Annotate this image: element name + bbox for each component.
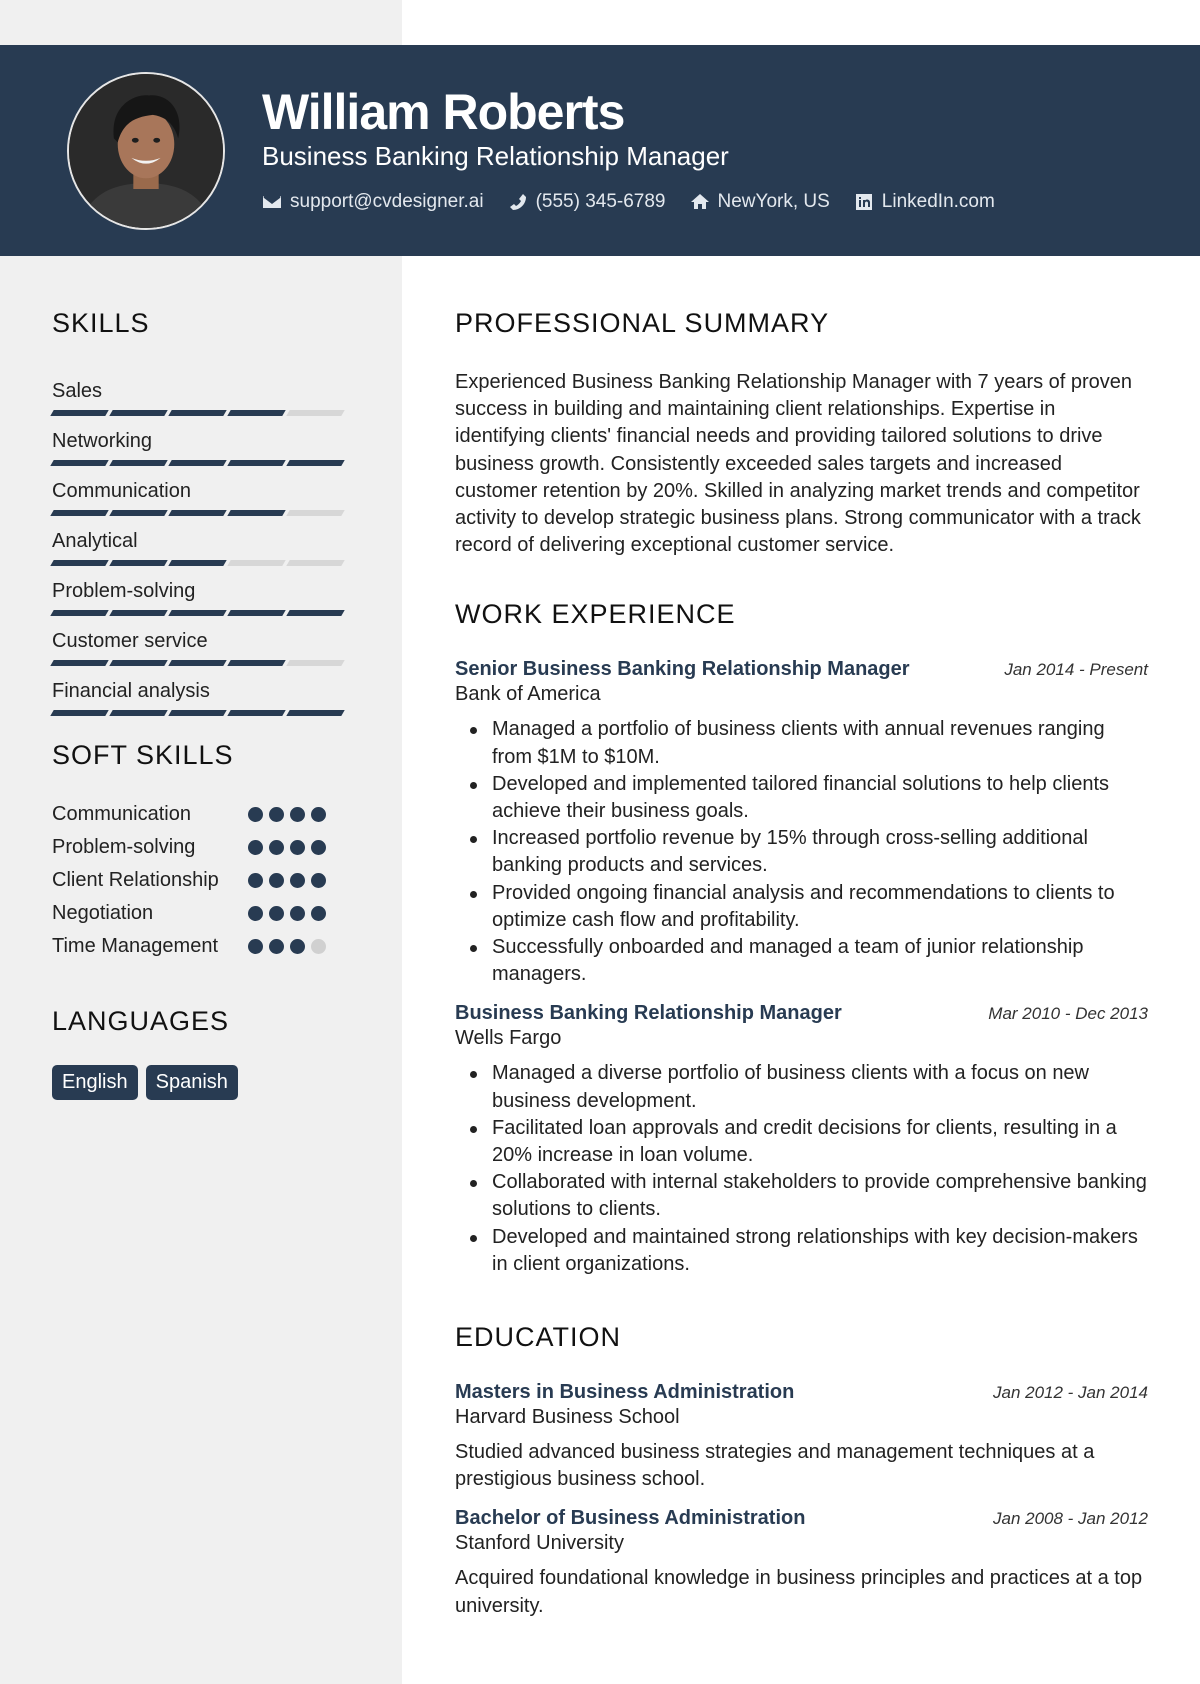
rating-dot bbox=[311, 807, 326, 822]
skill-item bbox=[52, 627, 352, 677]
skills-list bbox=[52, 377, 352, 727]
bullet-item: Developed and implemented tailored financial solutions to help clients achieve their business goals. bbox=[455, 771, 1148, 825]
skill-level-segment bbox=[227, 710, 285, 716]
soft-skill-item bbox=[52, 801, 352, 828]
education-school: Stanford University bbox=[455, 1532, 624, 1555]
soft-skill-item bbox=[52, 900, 352, 927]
skill-name: Networking bbox=[52, 430, 153, 452]
skill-level-segment bbox=[168, 660, 226, 666]
skill-item bbox=[52, 477, 352, 527]
skill-level-segment bbox=[168, 510, 226, 516]
skill-level-segment bbox=[50, 560, 108, 566]
rating-dot bbox=[311, 873, 326, 888]
contact-email-text: support@cvdesigner.ai bbox=[290, 191, 484, 212]
skill-level-segment bbox=[227, 560, 285, 566]
job-entry-title: Senior Business Banking Relationship Manager bbox=[455, 658, 910, 681]
skill-level-bar bbox=[52, 610, 352, 616]
right-column bbox=[455, 308, 1148, 1620]
contact-location-text: NewYork, US bbox=[717, 191, 830, 212]
candidate-name: William Roberts bbox=[262, 84, 625, 140]
rating-dot bbox=[248, 873, 263, 888]
skill-level-segment bbox=[286, 460, 344, 466]
skill-level-segment bbox=[50, 710, 108, 716]
education-dates: Jan 2008 - Jan 2012 bbox=[992, 1509, 1148, 1529]
bullet-item: Managed a diverse portfolio of business clients with a focus on new business development. bbox=[455, 1060, 1148, 1114]
rating-dot bbox=[269, 873, 284, 888]
skill-level-segment bbox=[50, 410, 108, 416]
skill-level-segment bbox=[286, 560, 344, 566]
skill-level-segment bbox=[168, 610, 226, 616]
skill-level-segment bbox=[109, 710, 167, 716]
rating-dot bbox=[290, 939, 305, 954]
skill-level-segment bbox=[168, 710, 226, 716]
education-entry bbox=[455, 1381, 1148, 1493]
skill-level-segment bbox=[109, 460, 167, 466]
soft-skill-item bbox=[52, 933, 352, 960]
soft-skills-list bbox=[52, 801, 352, 960]
contact-phone-text: (555) 345-6789 bbox=[535, 191, 666, 212]
skill-level-segment bbox=[227, 510, 285, 516]
avatar bbox=[67, 72, 225, 230]
language-badge: English bbox=[52, 1065, 138, 1100]
bullet-item: Increased portfolio revenue by 15% through cross-selling additional banking products and services. bbox=[455, 825, 1148, 879]
summary-text: Experienced Business Banking Relationship Manager with 7 years of proven success in building and maintaining client relationships. Expertise in identifying clients' financial needs and providing tailored solutions to drive business growth. Consistently exceeded sales targets and increased customer retention by 20%. Skilled in analyzing market trends and competitor activity to develop strategic business plans. Strong communicator with a track record of delivering exceptional customer service. bbox=[455, 371, 1141, 557]
rating-dot bbox=[248, 906, 263, 921]
skill-level-bar bbox=[52, 410, 352, 416]
skill-level-segment bbox=[168, 560, 226, 566]
soft-skill-name: Problem-solving bbox=[52, 836, 196, 858]
skill-level-segment bbox=[227, 460, 285, 466]
education-degree: Bachelor of Business Administration bbox=[455, 1507, 806, 1530]
rating-dot bbox=[269, 807, 284, 822]
rating-dot bbox=[290, 840, 305, 855]
rating-dot bbox=[248, 939, 263, 954]
bullet-item: Developed and maintained strong relationships with key decision-makers in client organizations. bbox=[455, 1224, 1148, 1278]
education-dates: Jan 2012 - Jan 2014 bbox=[992, 1383, 1148, 1403]
language-badge: Spanish bbox=[146, 1065, 238, 1100]
rating-dot bbox=[311, 939, 326, 954]
contact-linkedin[interactable] bbox=[854, 191, 995, 213]
rating-dot bbox=[248, 840, 263, 855]
skill-name: Sales bbox=[52, 380, 103, 402]
linkedin-icon bbox=[854, 192, 874, 212]
skill-item bbox=[52, 577, 352, 627]
skill-name: Problem-solving bbox=[52, 580, 196, 602]
rating-dot bbox=[290, 906, 305, 921]
rating-dot bbox=[269, 840, 284, 855]
job-entry-company: Wells Fargo bbox=[455, 1027, 562, 1050]
skill-level-segment bbox=[227, 660, 285, 666]
soft-skills-heading: SOFT SKILLS bbox=[52, 740, 234, 770]
skill-item bbox=[52, 677, 352, 727]
education-heading: EDUCATION bbox=[455, 1322, 622, 1353]
job-entry-bullets bbox=[455, 716, 1148, 988]
skill-level-segment bbox=[227, 410, 285, 416]
skill-level-segment bbox=[109, 660, 167, 666]
rating-dot bbox=[269, 939, 284, 954]
rating-dot bbox=[290, 807, 305, 822]
skill-level-segment bbox=[286, 710, 344, 716]
skill-level-segment bbox=[168, 410, 226, 416]
contact-location bbox=[690, 191, 830, 213]
education-entry bbox=[455, 1507, 1148, 1619]
summary-heading: PROFESSIONAL SUMMARY bbox=[455, 308, 830, 338]
skill-level-bar bbox=[52, 510, 352, 516]
education-description: Acquired foundational knowledge in business principles and practices at a top university. bbox=[455, 1567, 1143, 1617]
bullet-item: Managed a portfolio of business clients with annual revenues ranging from $1M to $10M. bbox=[455, 716, 1148, 770]
contact-phone[interactable] bbox=[508, 191, 666, 213]
education-description: Studied advanced business strategies and management techniques at a prestigious business school. bbox=[455, 1441, 1095, 1491]
envelope-icon bbox=[262, 192, 282, 212]
phone-icon bbox=[508, 192, 528, 212]
contact-list bbox=[262, 191, 995, 213]
skill-level-segment bbox=[286, 660, 344, 666]
skill-name: Customer service bbox=[52, 630, 208, 652]
left-column bbox=[52, 308, 352, 1100]
job-entry-company: Bank of America bbox=[455, 683, 601, 706]
soft-skill-rating bbox=[248, 900, 326, 927]
home-icon bbox=[690, 192, 710, 212]
skill-name: Financial analysis bbox=[52, 680, 210, 702]
education-degree: Masters in Business Administration bbox=[455, 1381, 795, 1404]
soft-skill-rating bbox=[248, 801, 326, 828]
skill-item bbox=[52, 377, 352, 427]
skill-level-segment bbox=[50, 510, 108, 516]
skill-level-segment bbox=[109, 510, 167, 516]
contact-linkedin-text: LinkedIn.com bbox=[881, 191, 995, 212]
soft-skill-name: Negotiation bbox=[52, 902, 154, 924]
job-entry bbox=[455, 658, 1148, 988]
skill-level-segment bbox=[109, 610, 167, 616]
rating-dot bbox=[290, 873, 305, 888]
soft-skill-rating bbox=[248, 867, 326, 894]
skill-item bbox=[52, 427, 352, 477]
job-entry-title: Business Banking Relationship Manager bbox=[455, 1002, 842, 1025]
job-entry-dates: Jan 2014 - Present bbox=[1004, 660, 1148, 680]
skill-name: Analytical bbox=[52, 530, 138, 552]
soft-skill-name: Time Management bbox=[52, 935, 218, 957]
languages-heading: LANGUAGES bbox=[52, 1006, 230, 1036]
skill-level-bar bbox=[52, 660, 352, 666]
skills-heading: SKILLS bbox=[52, 308, 150, 338]
skill-name: Communication bbox=[52, 480, 191, 502]
soft-skill-rating bbox=[248, 834, 326, 861]
languages-list bbox=[52, 1065, 352, 1100]
rating-dot bbox=[269, 906, 284, 921]
job-title: Business Banking Relationship Manager bbox=[262, 141, 729, 171]
soft-skill-item bbox=[52, 834, 352, 861]
job-entry bbox=[455, 1002, 1148, 1278]
bullet-item: Facilitated loan approvals and credit decisions for clients, resulting in a 20% increase in loan volume. bbox=[455, 1115, 1148, 1169]
rating-dot bbox=[311, 906, 326, 921]
skill-level-bar bbox=[52, 710, 352, 716]
skill-level-segment bbox=[50, 460, 108, 466]
skill-level-segment bbox=[50, 610, 108, 616]
skill-level-segment bbox=[109, 560, 167, 566]
soft-skill-name: Client Relationship bbox=[52, 869, 219, 891]
skill-level-segment bbox=[286, 510, 344, 516]
bullet-item: Provided ongoing financial analysis and recommendations to clients to optimize cash flow and profitability. bbox=[455, 880, 1148, 934]
skill-level-segment bbox=[227, 610, 285, 616]
job-entry-bullets bbox=[455, 1060, 1148, 1278]
rating-dot bbox=[311, 840, 326, 855]
soft-skill-rating bbox=[248, 933, 326, 960]
skill-level-segment bbox=[168, 460, 226, 466]
experience-heading: WORK EXPERIENCE bbox=[455, 599, 736, 630]
resume-header bbox=[0, 45, 1200, 256]
bullet-item: Successfully onboarded and managed a team of junior relationship managers. bbox=[455, 934, 1148, 988]
skill-level-segment bbox=[286, 410, 344, 416]
skill-level-segment bbox=[109, 410, 167, 416]
contact-email[interactable] bbox=[262, 191, 484, 213]
rating-dot bbox=[248, 807, 263, 822]
skill-item bbox=[52, 527, 352, 577]
education-school: Harvard Business School bbox=[455, 1406, 680, 1429]
skill-level-bar bbox=[52, 460, 352, 466]
soft-skill-item bbox=[52, 867, 352, 894]
skill-level-bar bbox=[52, 560, 352, 566]
skill-level-segment bbox=[286, 610, 344, 616]
job-entry-dates: Mar 2010 - Dec 2013 bbox=[988, 1004, 1148, 1024]
skill-level-segment bbox=[50, 660, 108, 666]
bullet-item: Collaborated with internal stakeholders to provide comprehensive banking solutions to clients. bbox=[455, 1169, 1148, 1223]
soft-skill-name: Communication bbox=[52, 803, 191, 825]
